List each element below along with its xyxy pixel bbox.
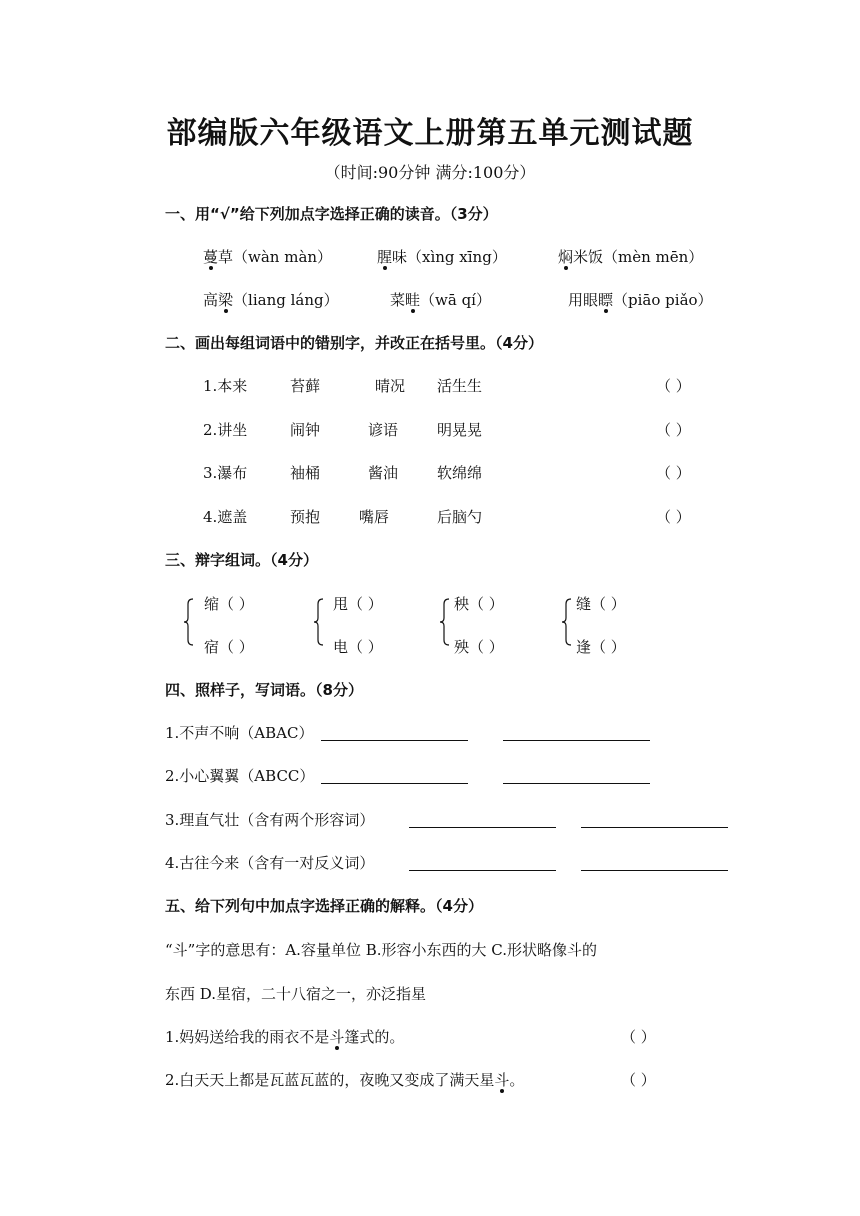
item-post: （wā qí） (420, 291, 491, 309)
pinyin-item (568, 289, 713, 310)
item-post: （liang láng） (233, 291, 339, 309)
question-text-post: 。 (509, 1071, 525, 1089)
pinyin-item (377, 246, 507, 267)
answer-line[interactable] (581, 854, 728, 871)
answer-line[interactable] (503, 767, 650, 784)
page-subtitle: （时间:90分钟 满分:100分） (324, 163, 536, 182)
dotted-char: 畦 (405, 291, 421, 309)
word-row-w1: 1.本来 (203, 377, 248, 395)
section-3-heading: 三、辩字组词。（4分） (165, 551, 318, 569)
word-row-w2: 预抱 (290, 508, 321, 526)
char-group-top: 甩（ ） (333, 595, 383, 613)
item-post: （piāo piǎo） (613, 291, 713, 309)
pinyin-item (203, 289, 339, 310)
section-2-heading: 二、画出每组词语中的错别字，并改正在括号里。（4分） (165, 334, 543, 352)
answer-paren: （ ） (656, 508, 691, 526)
word-row-w2: 苔藓 (290, 377, 321, 395)
question-text-post: 篷式的。 (344, 1028, 405, 1046)
question-1 (165, 1026, 404, 1047)
question-2 (165, 1069, 524, 1090)
dotted-char: 梁 (218, 291, 234, 309)
word-row-w3: 谚语 (368, 421, 399, 439)
dotted-char: 瞟 (598, 291, 614, 309)
answer-line[interactable] (409, 854, 556, 871)
brace-icon (440, 598, 450, 646)
word-row-w3: 晴况 (375, 377, 406, 395)
char-group-top: 缝（ ） (576, 595, 626, 613)
answer-line[interactable] (409, 811, 556, 828)
answer-line[interactable] (503, 724, 650, 741)
dotted-char: 斗 (494, 1071, 510, 1089)
dotted-char: 蔓 (203, 248, 219, 266)
answer-paren: （ ） (656, 464, 691, 482)
word-row-w4: 软绵绵 (437, 464, 483, 482)
answer-line[interactable] (321, 724, 468, 741)
pinyin-item (390, 289, 491, 310)
answer-paren: （ ） (621, 1071, 656, 1089)
page-title: 部编版六年级语文上册第五单元测试题 (166, 116, 694, 151)
word-pattern-item: 3.理直气壮（含有两个形容词） (165, 811, 375, 829)
item-pre: 高 (203, 291, 219, 309)
brace-icon (314, 598, 324, 646)
dotted-char: 斗 (329, 1028, 345, 1046)
word-row-w2: 闹钟 (290, 421, 321, 439)
char-group-top: 秧（ ） (454, 595, 504, 613)
word-pattern-item: 2.小心翼翼（ABCC） (165, 767, 315, 785)
word-row-w1: 4.遮盖 (203, 508, 248, 526)
item-post: 草（wàn màn） (218, 248, 333, 266)
question-text-pre: 1.妈妈送给我的雨衣不是 (165, 1028, 330, 1046)
dotted-char: 焖 (558, 248, 574, 266)
dotted-char: 腥 (377, 248, 393, 266)
word-row-w1: 2.讲坐 (203, 421, 248, 439)
char-group-bottom: 殃（ ） (454, 638, 504, 656)
item-post: 味（xìng xīng） (392, 248, 507, 266)
section-5-heading: 五、给下列句中加点字选择正确的解释。（4分） (165, 897, 483, 915)
item-pre: 用眼 (568, 291, 599, 309)
item-post: 米饭（mèn mēn） (573, 248, 704, 266)
word-row-w4: 活生生 (437, 377, 483, 395)
definition-line-2: 东西 D.星宿，二十八宿之一，亦泛指星 (165, 985, 427, 1003)
word-pattern-item: 4.古往今来（含有一对反义词） (165, 854, 375, 872)
answer-paren: （ ） (656, 377, 691, 395)
answer-line[interactable] (581, 811, 728, 828)
word-row-w2: 袖桶 (290, 464, 321, 482)
question-text-pre: 2.白天天上都是瓦蓝瓦蓝的，夜晚又变成了满天星 (165, 1071, 495, 1089)
brace-icon (184, 598, 194, 646)
answer-paren: （ ） (656, 421, 691, 439)
answer-line[interactable] (321, 767, 468, 784)
char-group-bottom: 电（ ） (333, 638, 383, 656)
section-4-heading: 四、照样子，写词语。（8分） (165, 681, 363, 699)
word-row-w4: 后脑勺 (437, 508, 483, 526)
char-group-top: 缩（ ） (204, 595, 254, 613)
word-row-w3: 嘴唇 (359, 508, 390, 526)
char-group-bottom: 宿（ ） (204, 638, 254, 656)
answer-paren: （ ） (621, 1028, 656, 1046)
brace-icon (562, 598, 572, 646)
pinyin-item (203, 246, 332, 267)
pinyin-item (558, 246, 703, 267)
section-1-heading: 一、用“√”给下列加点字选择正确的读音。（3分） (165, 205, 498, 223)
word-row-w3: 酱油 (368, 464, 399, 482)
word-pattern-item: 1.不声不响（ABAC） (165, 724, 314, 742)
definition-line-1: “斗”字的意思有：A.容量单位 B.形容小东西的大 C.形状略像斗的 (165, 941, 597, 959)
word-row-w4: 明晃晃 (437, 421, 483, 439)
word-row-w1: 3.瀑布 (203, 464, 248, 482)
item-pre: 菜 (390, 291, 406, 309)
char-group-bottom: 逢（ ） (576, 638, 626, 656)
